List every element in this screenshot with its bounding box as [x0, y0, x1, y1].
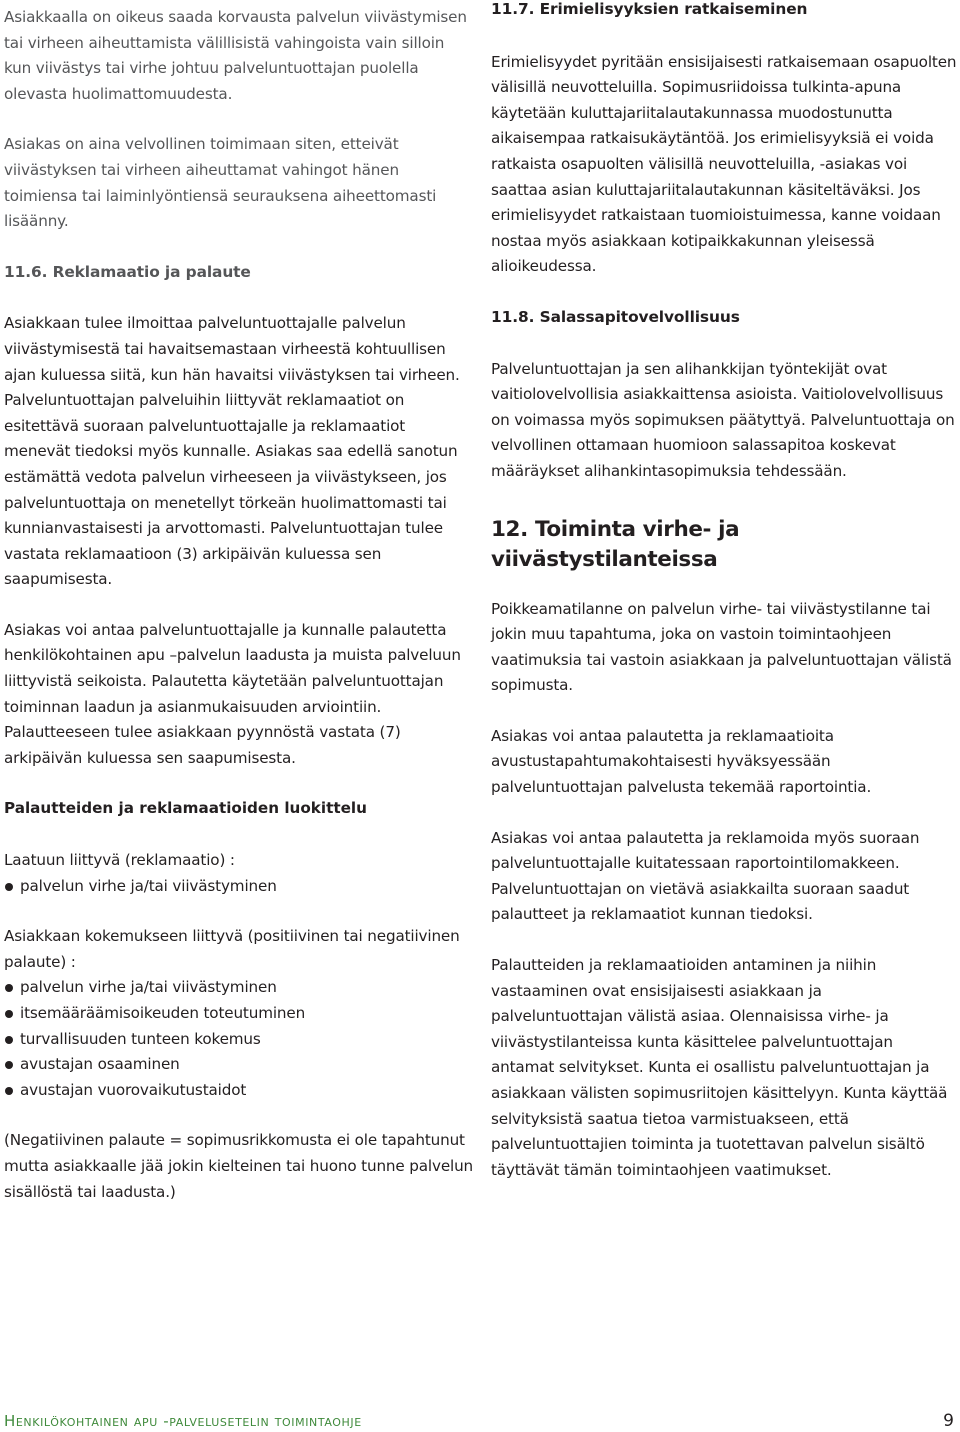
heading-11-7: 11.7. Erimielisyyksien ratkaiseminen — [491, 0, 808, 18]
paragraph-negative-definition: (Negatiivinen palaute = sopimusrikkomusta ei ole tapahtunut mutta asiakkaalle jää jokin kielteinen tai huono tunne palvelun sisällöstä tai laadusta.) — [4, 1131, 474, 1201]
page-number: 9 — [943, 1411, 954, 1431]
list-item: palvelun virhe ja/tai viivästyminen — [4, 975, 474, 1001]
quality-list — [4, 874, 474, 900]
footer-document-title: Henkilökohtainen apu -palvelusetelin toimintaohje — [4, 1412, 362, 1430]
paragraph-feedback-per-event: Asiakas voi antaa palautetta ja reklamaatioita avustustapahtumakohtaisesti hyväksyessään palveluntuottajan palvelusta tekemää raportointia. — [491, 726, 872, 797]
list-item: palvelun virhe ja/tai viivästyminen — [4, 874, 474, 900]
experience-intro: Asiakkaan kokemukseen liittyvä (positiivinen tai negatiivinen palaute) : — [4, 927, 460, 971]
right-column — [491, 0, 957, 1183]
paragraph-disputes: Erimielisyydet pyritään ensisijaisesti ratkaisemaan osapuolten välisillä neuvotteluilla. Sopimusriidoissa tulkinta-apuna käytetään kuluttajariitalautakunnassa muodostunutta aikaisempaa ratkaisukäytäntöä. Jos erimielisyyksiä ei voida ratkaista osapuolten välisillä neuvotteluilla, -asiakas voi saattaa asian kuluttajariitalautakunnan käsiteltäväksi. Jos erimielisyydet ratkaistaan tuomioistuimessa, kanne voidaan nostaa myös asiakkaan kotipaikkakunnan yleisessä alioikeudessa. — [491, 52, 957, 276]
list-item: avustajan vuorovaikutustaidot — [4, 1078, 474, 1104]
list-item: itsemääräämisoikeuden toteutuminen — [4, 1001, 474, 1027]
heading-12: 12. Toiminta virhe- ja viivästystilanteissa — [491, 516, 740, 572]
paragraph-handling: Palautteiden ja reklamaatioiden antaminen ja niihin vastaaminen ovat ensisijaisesti asiakkaan ja palveluntuottajan välistä asiaa. Olennaisissa virhe- ja viivästystilanteissa kunta käsittelee palveluntuottajan antamat selvitykset. Kunta ei osallistu palveluntuottajan ja asiakkaan välisten sopimusriitojen käsittelyyn. Kunta käyttää selvityksistä saatua tietoa varmistuakseen, että palveluntuottajien toiminta ja tuotettavan palvelun sisältö täyttävät tämän toimintaohjeen vaatimukset. — [491, 956, 948, 1179]
heading-11-8: 11.8. Salassapitovelvollisuus — [491, 307, 740, 326]
list-item: turvallisuuden tunteen kokemus — [4, 1027, 474, 1053]
left-column — [4, 0, 474, 1205]
paragraph-direct-feedback: Asiakas voi antaa palautetta ja reklamoida myös suoraan palveluntuottajalle kuitatessaan raportointilomakkeen. Palveluntuottajan on vietävä asiakkailta suoraan saadut palautteet ja reklamaatiot kunnan tiedoksi. — [491, 828, 920, 924]
paragraph-feedback: Asiakas voi antaa palveluntuottajalle ja kunnalle palautetta henkilökohtainen apu –palvelun laadusta ja muista palveluun liittyvistä seikoista. Palautetta käytetään palveluntuottajan toiminnan laadun ja asianmukaisuuden arviointiin. Palautteeseen tulee asiakkaan pyynnöstä vastata (7) arkipäivän kuluessa sen saapumisesta. — [4, 620, 461, 767]
paragraph-deviation: Poikkeamatilanne on palvelun virhe- tai viivästystilanne tai jokin muu tapahtuma, joka on vastoin toimintaohjeen vaatimuksia tai vastoin asiakkaan ja palveluntuottajan välistä sopimusta. — [491, 599, 952, 695]
experience-list — [4, 975, 474, 1103]
paragraph-obligation: Asiakas on aina velvollinen toimimaan siten, etteivät viivästyksen tai virheen aiheuttamat vahingot hänen toimiensa tai laiminlyöntiensä seurauksena aiheettomasti lisäänny. — [4, 135, 437, 231]
heading-classification: Palautteiden ja reklamaatioiden luokittelu — [4, 799, 367, 818]
paragraph-compensation: Asiakkaalla on oikeus saada korvausta palvelun viivästymisen tai virheen aiheuttamista välillisistä vahingoista vain silloin kun viivästys tai virhe johtuu palveluntuottajan puolella olevasta huolimattomuudesta. — [4, 8, 467, 103]
quality-intro: Laatuun liittyvä (reklamaatio) : — [4, 851, 235, 870]
paragraph-reclamation: Asiakkaan tulee ilmoittaa palveluntuottajalle palvelun viivästymisestä tai havaitsemastaan virheestä kohtuullisen ajan kuluessa siitä, kun hän havaitsi viivästyksen tai virheen. Palveluntuottajan palveluihin liittyvät reklamaatiot on esitettävä suoraan palveluntuottajalle ja reklamaatiot menevät tiedoksi myös kunnalle. Asiakas saa edellä sanotun estämättä vedota palvelun virheeseen ja viivästykseen, jos palveluntuottaja on menetellyt törkeän huolimattomasti tai kunnianvastaisesti ja arvottomasti. Palveluntuottajan tulee vastata reklamaatioon (3) arkipäivän kuluessa sen saapumisesta. — [4, 314, 460, 589]
heading-11-6: 11.6. Reklamaatio ja palaute — [4, 262, 251, 281]
list-item: avustajan osaaminen — [4, 1052, 474, 1078]
paragraph-confidentiality: Palveluntuottajan ja sen alihankkijan työntekijät ovat vaitiolovelvollisia asiakkaittensa asioista. Vaitiolovelvollisuus on voimassa myös sopimuksen päätyttyä. Palveluntuottaja on velvollinen ottamaan huomioon salassapitoa koskevat määräykset alihankintasopimuksia tehdessään. — [491, 359, 955, 480]
